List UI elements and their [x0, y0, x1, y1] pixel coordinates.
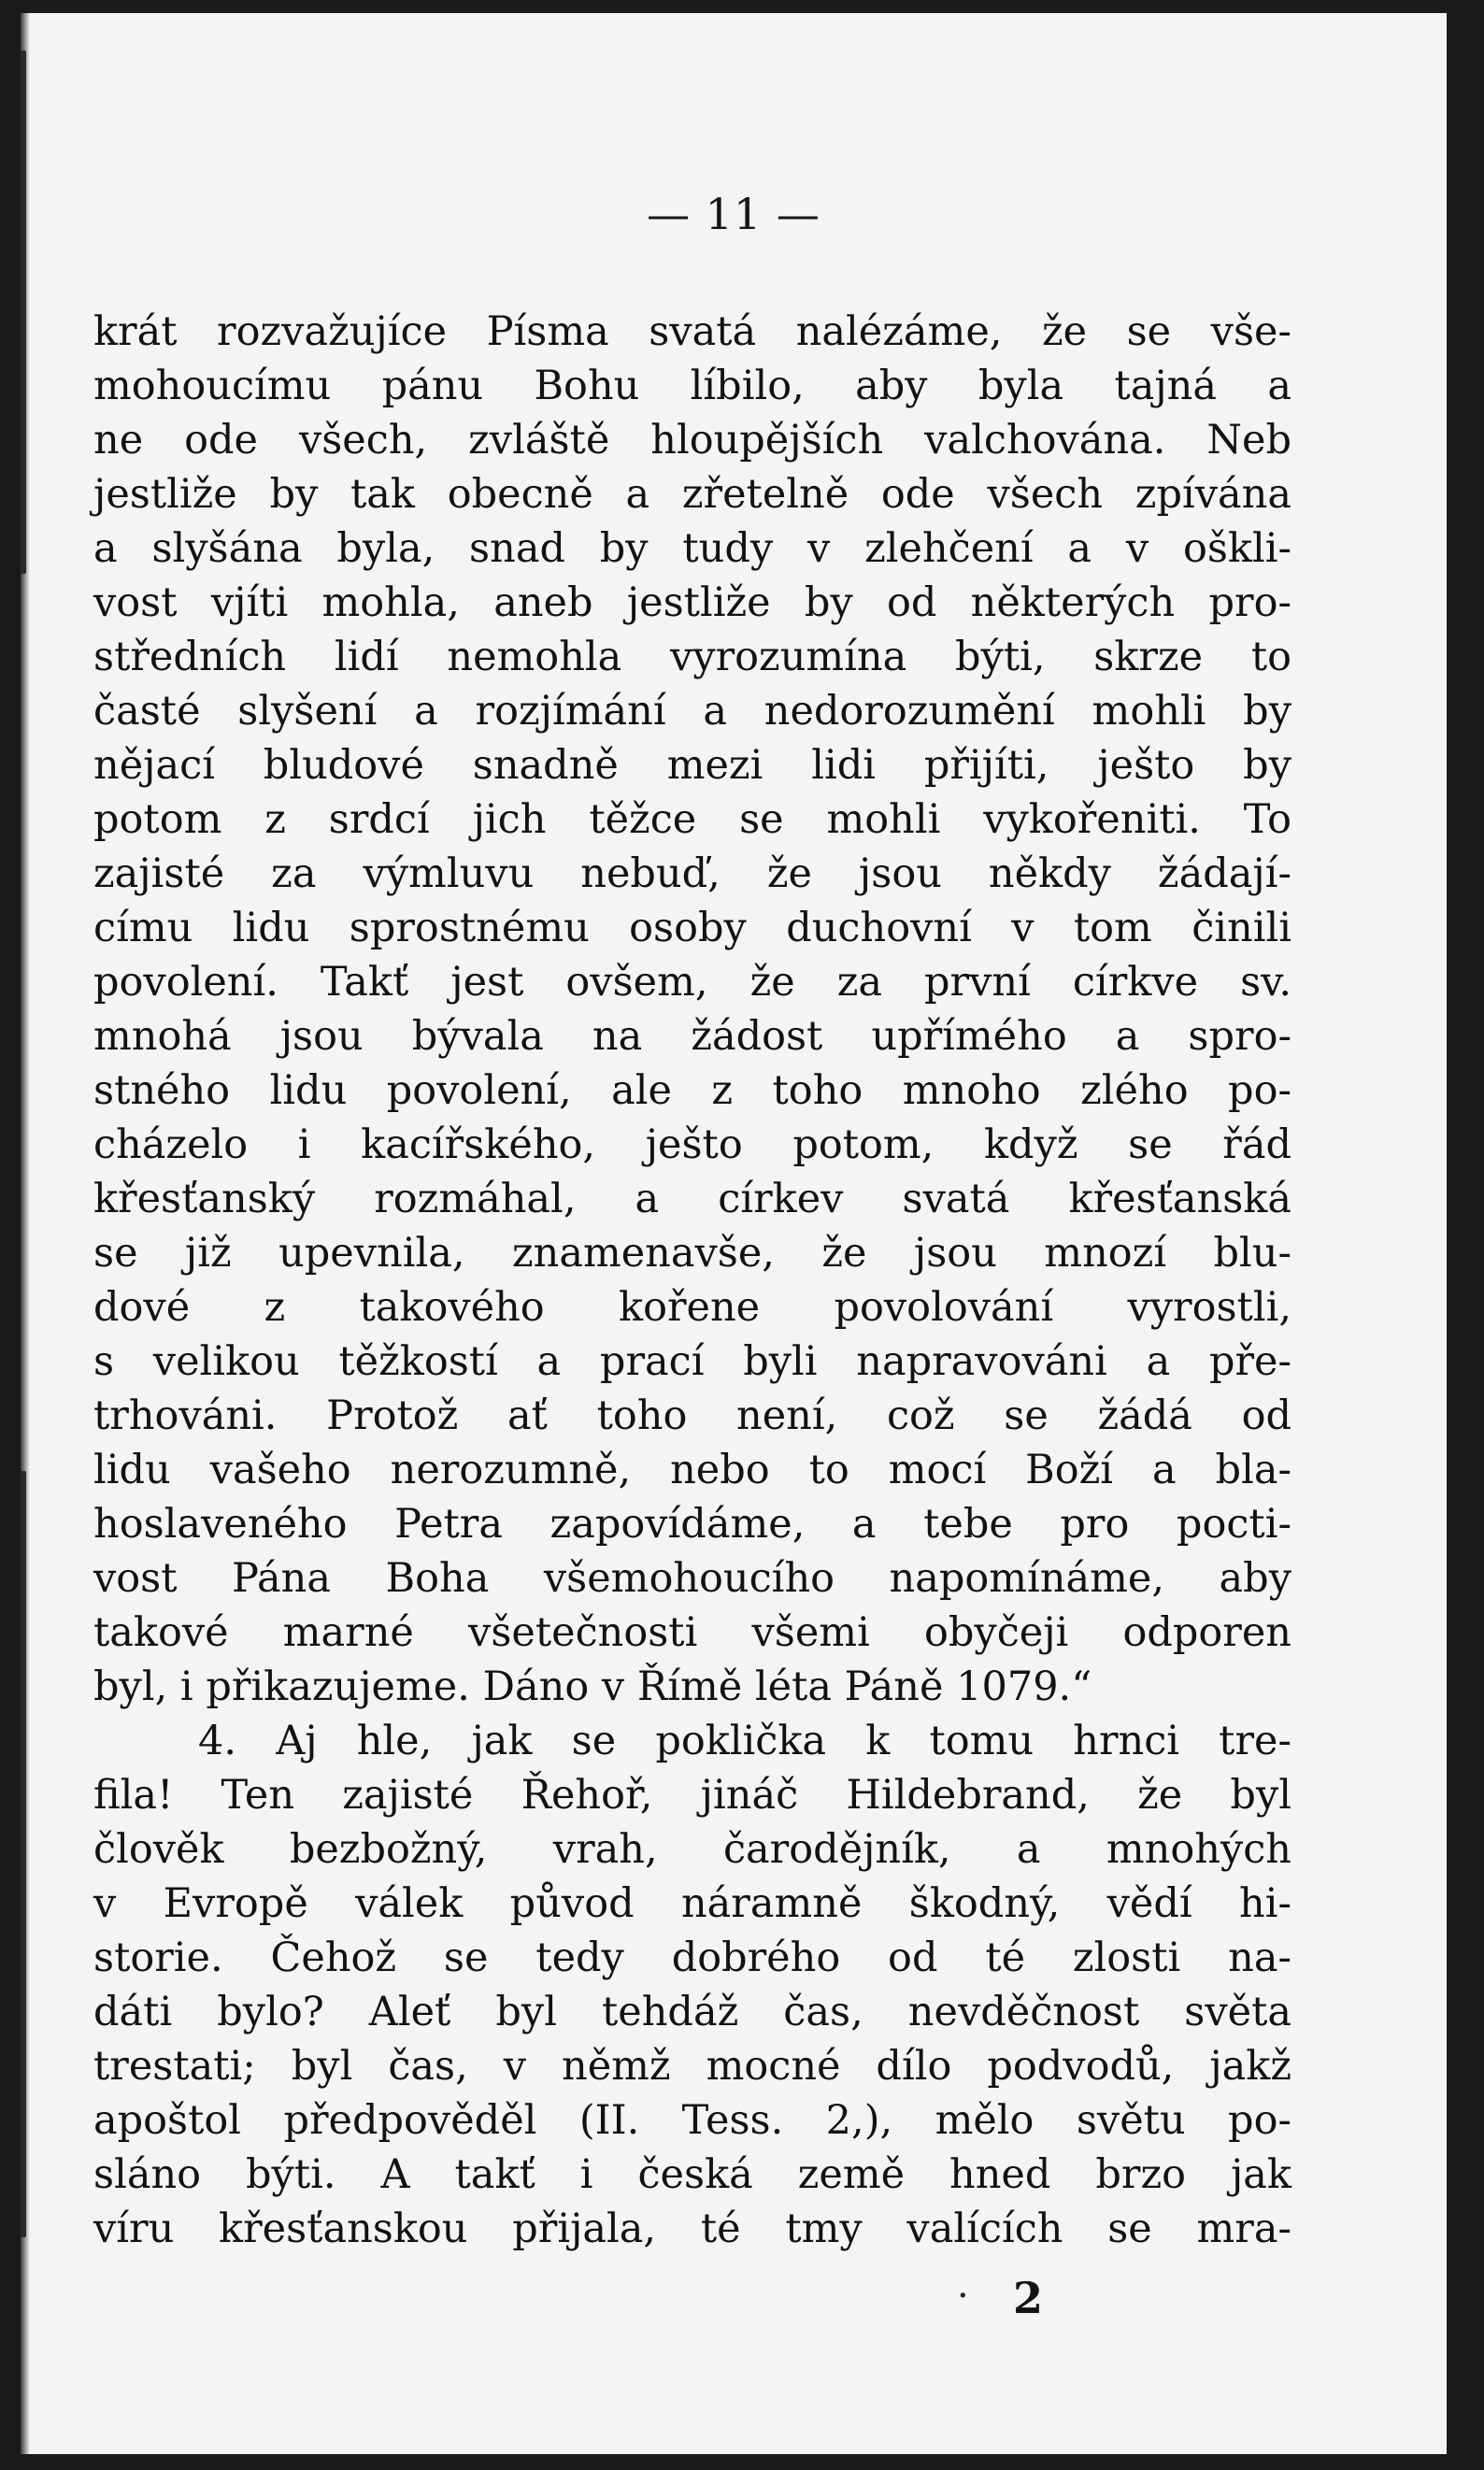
text-line: jestliže by tak obecně a zřetelně ode všech zpívána: [93, 471, 1291, 518]
book-page: [21, 13, 1447, 2454]
page-number-header: — 11 —: [647, 189, 820, 239]
text-line: zajisté za výmluvu nebuď, že jsou někdy žádají-: [93, 850, 1291, 897]
text-line: sláno býti. A takť i česká země hned brzo jak: [93, 2151, 1291, 2198]
paragraph-start-line: 4. Aj hle, jak se poklička k tomu hrnci tre-: [198, 1718, 1291, 1764]
text-line: cházelo i kacířského, ješto potom, když se řád: [93, 1121, 1291, 1168]
text-line: nějací bludové snadně mezi lidi přijíti, ješto by: [93, 742, 1291, 789]
text-line: potom z srdcí jich těžce se mohli vykořeniti. To: [93, 796, 1291, 843]
text-line: ne ode všech, zvláště hloupějších valchována. Neb: [93, 417, 1291, 464]
text-line: byl, i přikazujeme. Dáno v Římě léta Páně 1079.“: [93, 1663, 1092, 1710]
text-line: mnohá jsou bývala na žádost upřímého a spro-: [93, 1013, 1291, 1060]
text-line: storie. Čehož se tedy dobrého od té zlosti na-: [93, 1935, 1291, 1981]
binding-edge-mark: [21, 1471, 26, 2237]
body-text: [93, 305, 1291, 2256]
text-line: s velikou těžkostí a prací byli napravováni a pře-: [93, 1338, 1291, 1385]
text-line: a slyšána byla, snad by tudy v zlehčení a v oškli-: [93, 525, 1291, 572]
text-line: krát rozvažujíce Písma svatá nalézáme, že se vše-: [93, 308, 1291, 355]
signature-dot: ·: [957, 2275, 969, 2318]
text-line: dové z takového kořene povolování vyrostli,: [93, 1284, 1291, 1331]
text-line: trhováni. Protož ať toho není, což se žádá od: [93, 1392, 1291, 1439]
text-line: stného lidu povolení, ale z toho mnoho zlého po-: [93, 1067, 1291, 1114]
text-line: vost vjíti mohla, aneb jestliže by od některých pro-: [93, 579, 1291, 626]
text-line: apoštol předpověděl (II. Tess. 2,), mělo světu po-: [93, 2097, 1291, 2144]
text-line: středních lidí nemohla vyrozumína býti, skrze to: [93, 634, 1291, 680]
binding-edge-mark: [21, 50, 26, 574]
text-line: takové marné všetečnosti všemi obyčeji odporen: [93, 1609, 1291, 1656]
text-line: časté slyšení a rozjímání a nedorozumění mohli by: [93, 688, 1291, 735]
text-line: trestati; byl čas, v němž mocné dílo podvodů, jakž: [93, 2043, 1291, 2090]
text-line: fila! Ten zajisté Řehoř, jináč Hildebrand, že byl: [93, 1772, 1291, 1819]
text-line: címu lidu sprostnému osoby duchovní v tom činili: [93, 905, 1291, 951]
text-line: v Evropě válek původ náramně škodný, vědí hi-: [93, 1880, 1291, 1927]
text-line: víru křesťanskou přijala, té tmy valících se mra-: [93, 2206, 1291, 2252]
printer-signature-mark: 2: [1013, 2273, 1044, 2323]
text-line: vost Pána Boha všemohoucího napomínáme, aby: [93, 1555, 1291, 1602]
text-line: dáti bylo? Aleť byl tehdáž čas, nevděčnost světa: [93, 1989, 1291, 2035]
text-line: křesťanský rozmáhal, a církev svatá křesťanská: [93, 1176, 1291, 1222]
text-line: mohoucímu pánu Bohu líbilo, aby byla tajná a: [93, 363, 1291, 409]
text-line: hoslaveného Petra zapovídáme, a tebe pro pocti-: [93, 1501, 1291, 1548]
text-line: se již upevnila, znamenavše, že jsou mnozí blu-: [93, 1230, 1291, 1277]
text-line: lidu vašeho nerozumně, nebo to mocí Boží a bla-: [93, 1447, 1291, 1493]
text-line: člověk bezbožný, vrah, čarodějník, a mnohých: [93, 1826, 1291, 1873]
text-line: povolení. Takť jest ovšem, že za první církve sv.: [93, 959, 1291, 1006]
